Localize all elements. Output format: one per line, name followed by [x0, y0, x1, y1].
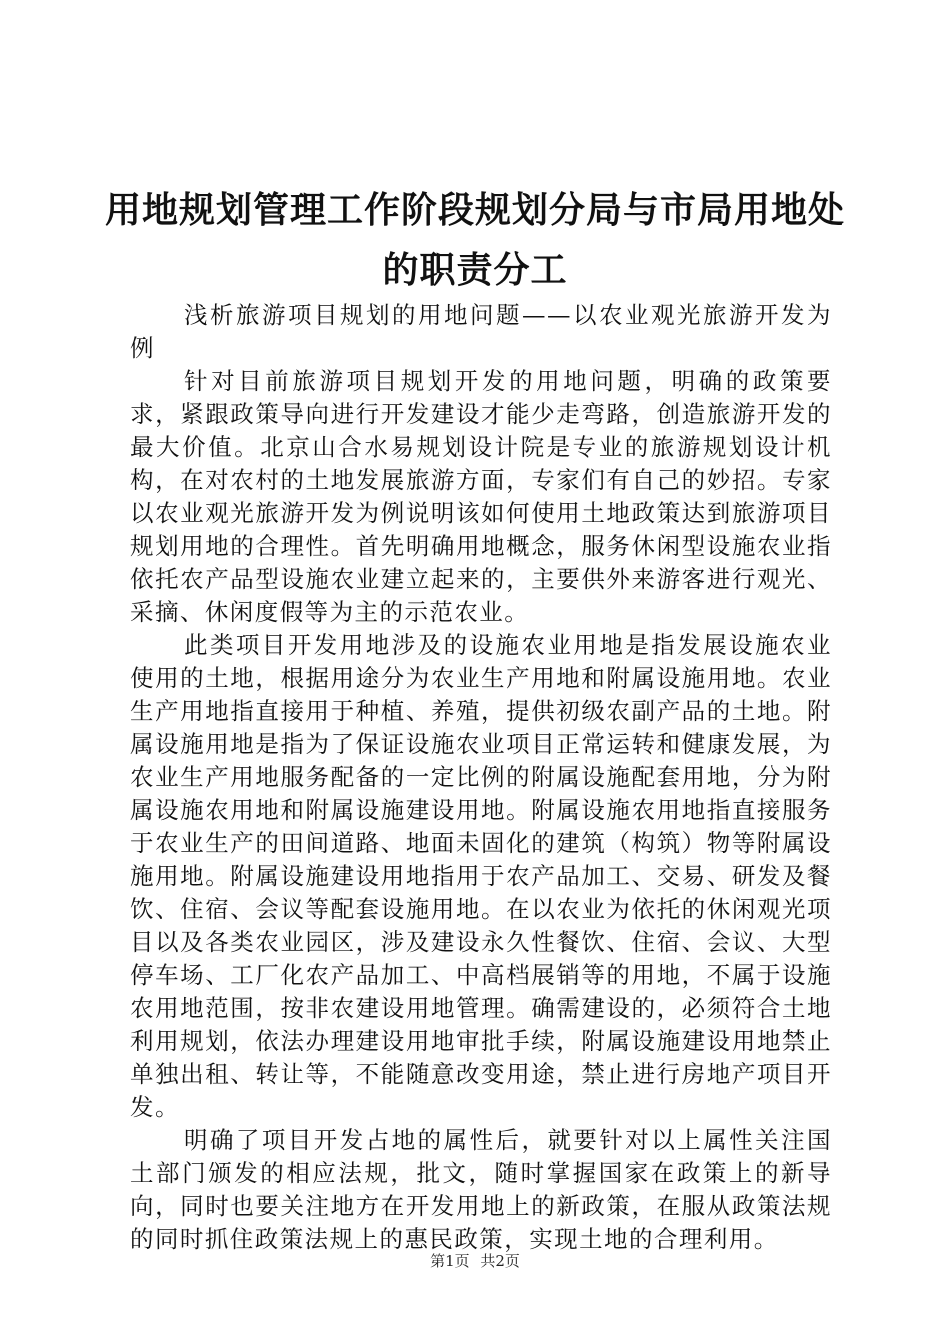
paragraph-land-use: 此类项目开发用地涉及的设施农业用地是指发展设施农业使用的土地，根据用途分为农业生产用地和附属设施用地。农业生产用地指直接用于种植、养殖，提供初级农副产品的土地。附属设施用地是指为了保证设施农业项目正常运转和健康发展，为农业生产用地服务配备的一定比例的附属设施配套用地，分为附属设施农用地和附属设施建设用地。附属设施农用地指直接服务于农业生产的田间道路、地面未固化的建筑（构筑）物等附属设施用地。附属设施建设用地指用于农产品加工、交易、研发及餐饮、住宿、会议等配套设施用地。在以农业为依托的休闲观光项目以及各类农业园区，涉及建设永久性餐饮、住宿、会议、大型停车场、工厂化农产品加工、中高档展销等的用地，不属于设施农用地范围，按非农建设用地管理。确需建设的，必须符合土地利用规划，依法办理建设用地审批手续，附属设施建设用地禁止单独出租、转让等，不能随意改变用途，禁止进行房地产项目开发。	[130, 631, 832, 1121]
paragraph-conclusion: 明确了项目开发占地的属性后，就要针对以上属性关注国土部门颁发的相应法规，批文，随时掌握国家在政策上的新导向，同时也要关注地方在开发用地上的新政策，在服从政策法规的同时抓住政策法规上的惠民政策，实现土地的合理利用。	[130, 1126, 832, 1253]
page-total: 共2页	[480, 1252, 520, 1270]
document-title-line-2: 的职责分工	[382, 249, 568, 291]
paragraph-intro: 针对目前旅游项目规划开发的用地问题，明确的政策要求，紧跟政策导向进行开发建设才能少走弯路，创造旅游开发的最大价值。北京山合水易规划设计院是专业的旅游规划设计机构，在对农村的土地发展旅游方面，专家们有自己的妙招。专家以农业观光旅游开发为例说明该如何使用土地政策达到旅游项目规划用地的合理性。首先明确用地概念，服务休闲型设施农业指依托农产品型设施农业建立起来的，主要供外来游客进行观光、采摘、休闲度假等为主的示范农业。	[130, 367, 832, 626]
document-body	[130, 299, 832, 1256]
paragraph-subtitle: 浅析旅游项目规划的用地问题——以农业观光旅游开发为例	[130, 301, 832, 362]
document-title-line-1: 用地规划管理工作阶段规划分局与市局用地处	[104, 189, 845, 231]
page-number: 第1页	[430, 1252, 470, 1270]
page-footer	[0, 1250, 950, 1271]
